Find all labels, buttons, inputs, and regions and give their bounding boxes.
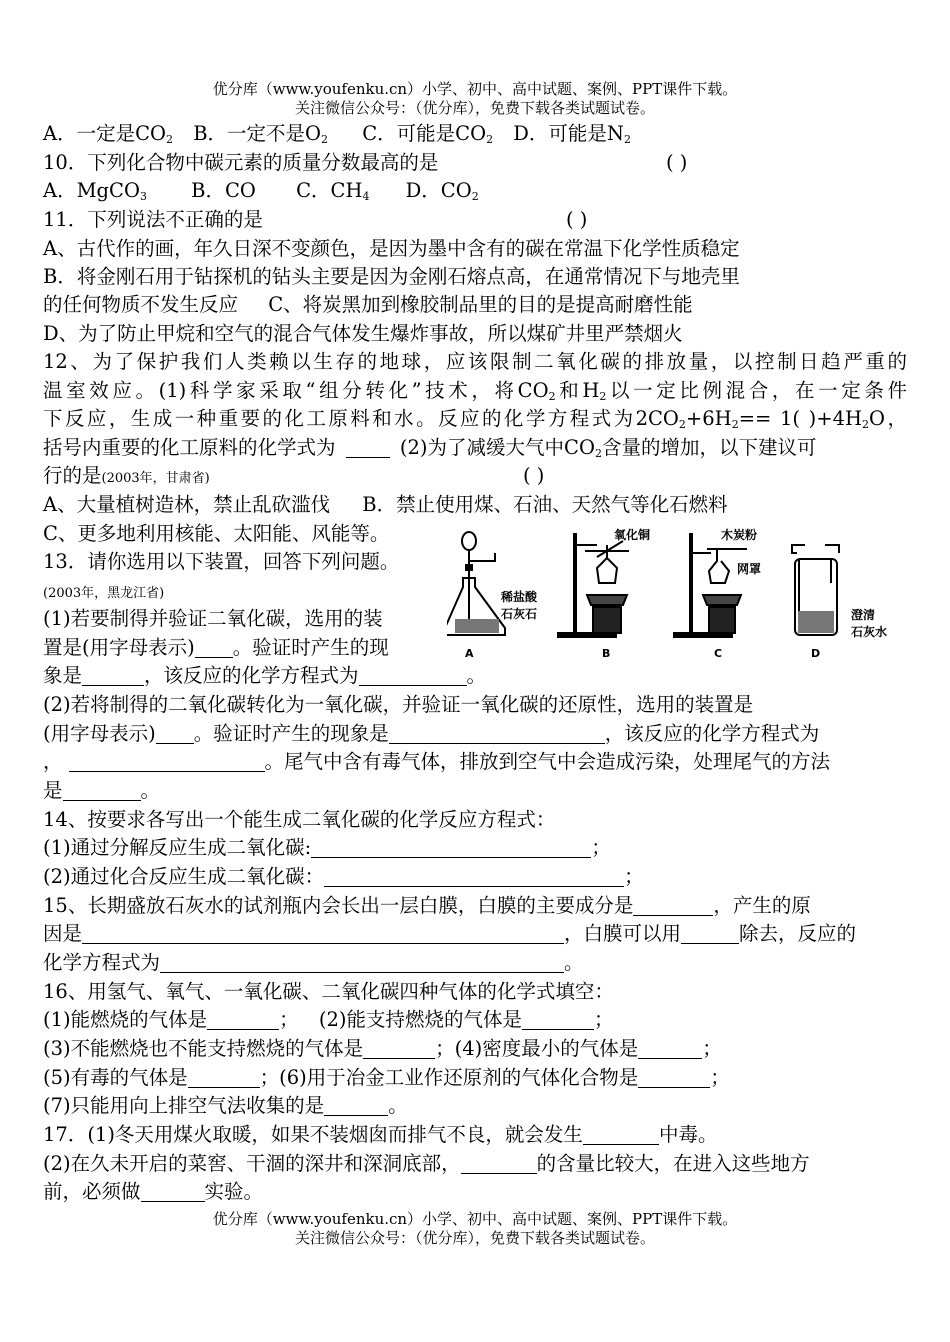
q17-blank-1[interactable] — [583, 1124, 659, 1145]
q16-row4: (7)只能用向上排空气法收集的是 。 — [43, 1094, 408, 1117]
q16-blank-7[interactable] — [324, 1095, 388, 1116]
q14-decomposition-blank[interactable] — [311, 837, 591, 858]
q10-option-b: B．CO — [191, 179, 256, 202]
q16-row3: (5)有毒的气体是 ；(6)用于冶金工业作还原剂的气体化合物是 ； — [43, 1066, 730, 1089]
q13-p1-line1: (1)若要制得并验证二氧化碳，选用的装 — [43, 607, 383, 630]
q13-phenomenon-blank-1[interactable] — [82, 665, 144, 686]
q13-phenomenon-blank-2[interactable] — [389, 723, 605, 744]
q13-exhaust-blank[interactable] — [63, 780, 141, 801]
q14-item2: (2)通过化合反应生成二氧化碳： ； — [43, 865, 644, 888]
q16-row2: (3)不能燃烧也不能支持燃烧的气体是 ；(4)密度最小的气体是 ； — [43, 1037, 722, 1060]
apparatus-figure — [447, 523, 902, 673]
label-a: A — [465, 647, 474, 660]
apparatus-d — [792, 545, 839, 635]
q12-option-b: B．禁止使用煤、石油、天然气等化石燃料 — [362, 493, 728, 516]
q16-blank-6[interactable] — [638, 1067, 710, 1088]
q12-line1: 12、为了保护我们人类赖以生存的地球，应该限制二氧化碳的排放量，以控制日趋严重的 — [43, 350, 907, 373]
q10-option-a: A．MgCO — [43, 179, 140, 202]
label-c: C — [714, 647, 723, 660]
q15-remover-blank[interactable] — [681, 923, 739, 944]
q12-options-ab — [43, 491, 728, 519]
q11-option-b-line2: 的任何物质不发生反应 C、将炭黑加到橡胶制品里的目的是提高耐磨性能 — [43, 293, 693, 316]
q13-apparatus-blank-2[interactable] — [156, 723, 194, 744]
q15-equation-blank[interactable] — [160, 952, 564, 973]
q13-p1-line2: 置是(用字母表示) 。验证时产生的现 — [43, 636, 389, 659]
q17-line1: 17．(1)冬天用煤火取暖，如果不装烟囱而排气不良，就会发生 中毒。 — [43, 1123, 718, 1146]
q16-blank-3[interactable] — [363, 1038, 435, 1059]
page-header-line2: 关注微信公众号：（优分库），免费下载各类试题试卷。 — [294, 99, 655, 117]
q10-options: A．MgCO$_3$ B．CO C．$CH_4$ D．$CO_2$ — [43, 179, 479, 203]
apparatus-a — [447, 532, 505, 635]
label-limewater-2: 石灰水 — [851, 625, 888, 639]
q11-answer-paren: ( ) — [566, 208, 588, 231]
q13-equation-blank-2[interactable] — [69, 751, 265, 772]
q11-option-b-line1: B．将金刚石用于钻探机的钻头主要是因为金刚石熔点高，在通常情况下与地壳里 — [43, 265, 740, 288]
q15-film-blank[interactable] — [633, 895, 713, 916]
q10-option-d: D．CO — [405, 179, 472, 202]
q12-formula-blank[interactable] — [346, 437, 390, 458]
apparatus-c — [673, 533, 747, 635]
q9-options: A．一定是$CO_2$ B．一定不是$O_2$ C．可能是$CO_2$ D．可能是$N_2$ — [43, 122, 631, 146]
q11-option-c: C、将炭黑加到橡胶制品里的目的是提高耐磨性能 — [268, 293, 693, 316]
q14-combination-blank[interactable] — [324, 866, 624, 887]
q16-blank-4[interactable] — [638, 1038, 702, 1059]
label-limewater-1: 澄清 — [851, 608, 876, 622]
q12-line4: 括号内重要的化工原料的化学式为 (2)为了减缓大气中$CO_2$含量的增加，以下建议可 — [43, 436, 817, 460]
page-footer-line2: 关注微信公众号：（优分库），免费下载各类试题试卷。 — [294, 1229, 655, 1247]
q12-line5: 行的是(2003年，甘肃省) ( ) — [43, 462, 210, 493]
q9-option-b: B．一定不是O — [193, 122, 322, 145]
q10-answer-paren: ( ) — [666, 151, 688, 174]
q16-blank-1[interactable] — [207, 1009, 279, 1030]
q13-p2-line2: (用字母表示) 。验证时产生的现象是 ，该反应的化学方程式为 — [43, 722, 820, 745]
q15-line1: 15、长期盛放石灰水的试剂瓶内会长出一层白膜，白膜的主要成分是 ，产生的原 — [43, 894, 811, 917]
q12-option-a: A、大量植树造林，禁止乱砍滥伐 — [43, 493, 331, 516]
q12-option-c: C、更多地利用核能、太阳能、风能等。 — [43, 522, 390, 545]
q17-line2: (2)在久未开启的菜窖、干涸的深井和深洞底部， 的含量比较大，在进入这些地方 — [43, 1152, 810, 1175]
q16-blank-5[interactable] — [188, 1067, 260, 1088]
label-cuo: 氧化铜 — [614, 528, 651, 542]
page-header-line1: 优分库（www.youfenku.cn）小学、初中、高中试题、案例、PPT课件下载。 — [212, 80, 738, 98]
q12-line2: 温室效应。(1)科学家采取“组分转化”技术，将$CO_2$和$H_2$以一定比例混合，在一定条件 — [43, 379, 907, 403]
q12-answer-paren: ( ) — [523, 464, 545, 487]
q13-p2-line3: ， 。尾气中含有毒气体，排放到空气中会造成污染，处理尾气的方法 — [43, 750, 831, 773]
q17-blank-3[interactable] — [141, 1181, 205, 1202]
q16-blank-2[interactable] — [522, 1009, 594, 1030]
page-footer-line1: 优分库（www.youfenku.cn）小学、初中、高中试题、案例、PPT课件下载。 — [212, 1210, 738, 1228]
q14-item1: (1)通过分解反应生成二氧化碳: ； — [43, 836, 611, 859]
q13-stem: 13．请你选用以下装置，回答下列问题。 — [43, 550, 400, 573]
q15-reason-blank[interactable] — [82, 923, 564, 944]
label-acid: 稀盐酸 — [501, 590, 538, 604]
q12-line3: 下反应，生成一种重要的化工原料和水。反应的化学方程式为$2CO_2+6H_2== 1$( )$+4H_2O$， — [43, 407, 907, 431]
q10-stem: 10．下列化合物中碳元素的质量分数最高的是 ( ) — [43, 149, 438, 177]
q13-p2-line4: 是 。 — [43, 779, 161, 802]
q16-stem: 16、用氢气、氧气、一氧化碳、二氧化碳四种气体的化学式填空： — [43, 980, 614, 1003]
q11-option-d: D、为了防止甲烷和空气的混合气体发生爆炸事故，所以煤矿井里严禁烟火 — [43, 322, 683, 345]
q11-option-a: A、古代作的画，年久日深不变颜色，是因为墨中含有的碳在常温下化学性质稳定 — [43, 237, 740, 260]
q17-line3: 前，必须做 实验。 — [43, 1180, 264, 1203]
q13-p1-line3: 象是 ，该反应的化学方程式为 。 — [43, 664, 487, 687]
label-d: D — [811, 647, 821, 660]
q9-option-c: C．可能是CO — [362, 122, 487, 145]
q13-apparatus-blank-1[interactable] — [195, 637, 233, 658]
q10-option-c: C．CH — [296, 179, 363, 202]
q11-stem: 11．下列说法不正确的是 ( ) — [43, 206, 263, 234]
q15-line3: 化学方程式为 。 — [43, 951, 584, 974]
label-gauze: 网罩 — [737, 562, 762, 576]
q17-blank-2[interactable] — [461, 1153, 537, 1174]
apparatus-b — [557, 533, 629, 635]
q13-p2-line1: (2)若将制得的二氧化碳转化为一氧化碳，并验证一氧化碳的还原性，选用的装置是 — [43, 693, 754, 716]
q12-source: (2003年，甘肃省) — [101, 471, 210, 486]
label-limestone: 石灰石 — [501, 607, 538, 621]
q9-option-d: D．可能是N — [513, 122, 624, 145]
q16-row1: (1)能燃烧的气体是 ； (2)能支持燃烧的气体是 ； — [43, 1008, 614, 1031]
label-b: B — [602, 647, 611, 660]
q14-stem: 14、按要求各写出一个能生成二氧化碳的化学反应方程式： — [43, 808, 556, 831]
label-charcoal: 木炭粉 — [721, 528, 758, 542]
q9-option-a: A．一定是CO — [43, 122, 166, 145]
q15-line2: 因是 ，白膜可以用 除去，反应的 — [43, 922, 857, 945]
q13-source: (2003年，黑龙江省) — [43, 586, 165, 601]
